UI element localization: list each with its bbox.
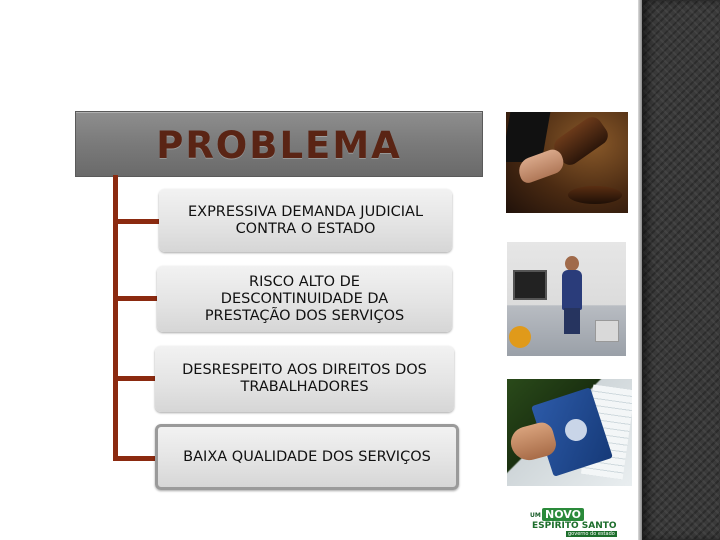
logo-prefix: UM (530, 512, 541, 519)
connector-branch-3 (113, 376, 159, 381)
person-body-shape (562, 270, 582, 310)
novo-espirito-santo-logo (528, 508, 616, 538)
connector-branch-2 (113, 296, 159, 301)
person-head-shape (565, 256, 579, 271)
problem-item-worker-rights (155, 346, 454, 412)
problem-item-judicial-demand (159, 189, 452, 252)
title-bar (75, 111, 483, 177)
problem-item-label: EXPRESSIVA DEMANDA JUDICIAL CONTRA O ESTADO (187, 203, 424, 237)
work-card-photo (507, 379, 632, 486)
cleaning-worker-photo (507, 242, 626, 356)
decorative-side-strip (642, 0, 720, 540)
problem-item-label: DESRESPEITO AOS DIREITOS DOS TRABALHADORES (182, 362, 427, 395)
connector-branch-4 (113, 456, 159, 461)
problem-item-low-quality (155, 424, 459, 490)
logo-novo: NOVO (542, 508, 584, 521)
tv-shape (513, 270, 547, 300)
logo-subtitle: governo do estado (568, 531, 615, 537)
gavel-photo (506, 112, 628, 213)
person-legs-shape (564, 308, 580, 334)
connector-trunk (113, 175, 118, 461)
vacuum-shape (509, 326, 531, 348)
connector-branch-1 (113, 219, 159, 224)
problem-item-label: BAIXA QUALIDADE DOS SERVIÇOS (183, 448, 431, 465)
slide-title: PROBLEMA (156, 124, 402, 167)
problem-item-label: RISCO ALTO DE DESCONTINUIDADE DA PRESTAÇÃO DOS SERVIÇOS (204, 273, 405, 324)
problem-item-service-discontinuity (157, 266, 452, 332)
gavel-block-shape (568, 186, 622, 204)
bucket-shape (595, 320, 619, 342)
logo-name: ESPÍRITO SANTO (532, 521, 617, 531)
